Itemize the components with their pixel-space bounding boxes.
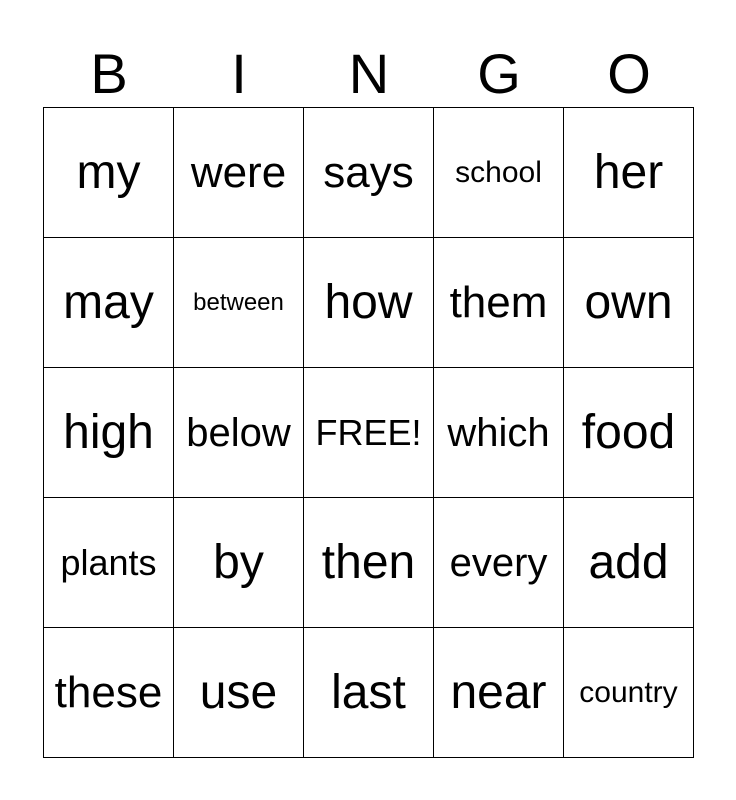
bingo-cell[interactable]: then	[304, 498, 434, 628]
bingo-header	[44, 40, 694, 108]
bingo-cell[interactable]: every	[434, 498, 564, 628]
bingo-cell[interactable]: near	[434, 628, 564, 758]
bingo-cell[interactable]: food	[564, 368, 694, 498]
bingo-cell[interactable]: says	[304, 108, 434, 238]
bingo-cell[interactable]: use	[174, 628, 304, 758]
free-space-cell[interactable]: FREE!	[304, 368, 434, 498]
bingo-cell[interactable]: were	[174, 108, 304, 238]
bingo-cell[interactable]: them	[434, 238, 564, 368]
bingo-cell[interactable]: country	[564, 628, 694, 758]
bingo-board	[43, 107, 694, 758]
bingo-cell[interactable]: between	[174, 238, 304, 368]
header-letter-n: N	[348, 42, 390, 105]
bingo-cell[interactable]: by	[174, 498, 304, 628]
header-letter-o: O	[607, 42, 651, 105]
bingo-cell[interactable]: which	[434, 368, 564, 498]
bingo-cell[interactable]: her	[564, 108, 694, 238]
bingo-cell[interactable]: how	[304, 238, 434, 368]
bingo-cell[interactable]: last	[304, 628, 434, 758]
header-letter-b: B	[90, 42, 128, 105]
header-letter-g: G	[477, 42, 521, 105]
bingo-cell[interactable]: high	[44, 368, 174, 498]
bingo-cell[interactable]: these	[44, 628, 174, 758]
bingo-cell[interactable]: school	[434, 108, 564, 238]
bingo-cell[interactable]: plants	[44, 498, 174, 628]
header-letter-i: I	[231, 42, 247, 105]
bingo-cell[interactable]: my	[44, 108, 174, 238]
bingo-cell[interactable]: add	[564, 498, 694, 628]
bingo-cell[interactable]: may	[44, 238, 174, 368]
bingo-cell[interactable]: own	[564, 238, 694, 368]
bingo-cell[interactable]: below	[174, 368, 304, 498]
